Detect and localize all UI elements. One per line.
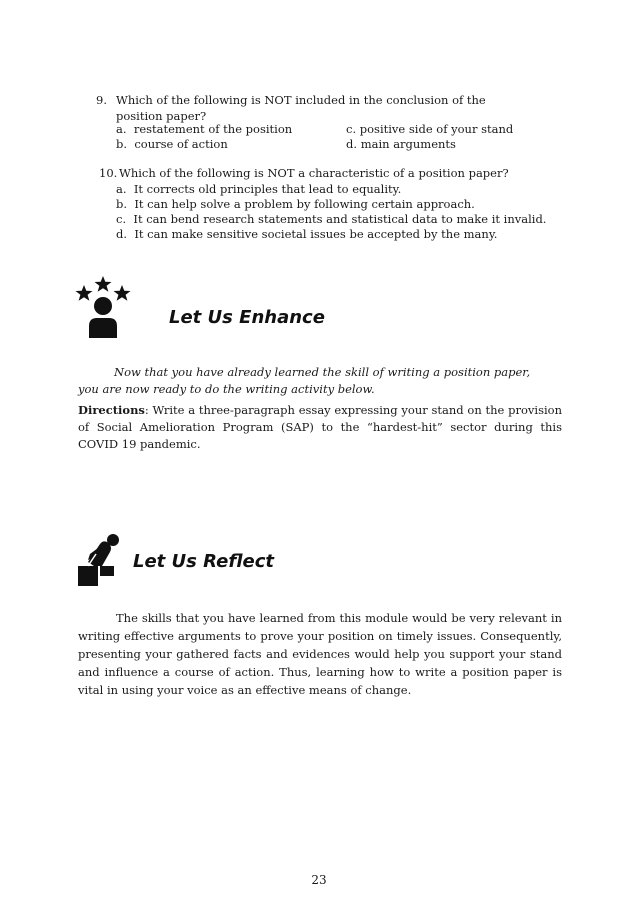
section-title-enhance: Let Us Enhance [169, 307, 325, 328]
option-10d [116, 226, 497, 242]
directions-text: : Write a three-paragraph essay expressing your stand on the provision of Social Amelioration Program (SAP) to the “hardest-hit” sector during this COVID 19 pandemic. [78, 403, 562, 451]
intro-line-2: you are now ready to do the writing activity below. [78, 382, 375, 396]
option-letter: d. [116, 227, 128, 241]
option-10c [116, 211, 546, 227]
option-text: It corrects old principles that lead to equality. [133, 182, 402, 196]
question-number: 10. [99, 166, 118, 180]
option-letter: b. [116, 137, 128, 151]
option-text: It can make sensitive societal issues be accepted by the many. [134, 227, 498, 241]
option-10a [116, 181, 401, 197]
option-text: It can help solve a problem by following certain approach. [134, 197, 475, 211]
option-text: restatement of the position [133, 122, 293, 136]
question-stem: Which of the following is NOT a characteristic of a position paper? [119, 166, 509, 180]
option-letter: b. [116, 197, 128, 211]
option-letter: a. [116, 122, 127, 136]
option-text: main arguments [360, 137, 456, 151]
enhance-intro [78, 364, 548, 398]
option-10b [116, 196, 475, 212]
option-letter: d. [346, 137, 358, 151]
option-text: positive side of your stand [359, 122, 514, 136]
directions-label: Directions [78, 403, 145, 417]
option-9d [346, 136, 456, 152]
option-9c [346, 121, 513, 137]
person-with-stars-icon [74, 274, 132, 340]
question-stem-continued: position paper? [116, 109, 207, 123]
option-letter: c. [346, 122, 357, 136]
option-letter: c. [116, 212, 127, 226]
question-stem: Which of the following is NOT included in the conclusion of the [116, 93, 486, 107]
option-letter: a. [116, 182, 127, 196]
option-text: course of action [134, 137, 228, 151]
option-text: It can bend research statements and statistical data to make it invalid. [133, 212, 547, 226]
reflect-paragraph: The skills that you have learned from this module would be very relevant in writing effective arguments to prove your position on timely issues. Consequently, presenting your gathered facts and evidences would help you support your stand and influence a course of action. Thus, learning how to write a position paper is vital in using your voice as an effective means of change. [78, 611, 562, 697]
person-thinking-icon [76, 532, 122, 588]
directions-paragraph [78, 402, 562, 453]
question-10 [99, 165, 559, 181]
option-9b [116, 136, 228, 152]
page-number: 23 [311, 873, 327, 887]
intro-line-1: Now that you have already learned the skill of writing a position paper, [114, 365, 531, 379]
question-number: 9. [96, 93, 107, 107]
section-title-reflect: Let Us Reflect [133, 551, 274, 572]
option-9a [116, 121, 292, 137]
